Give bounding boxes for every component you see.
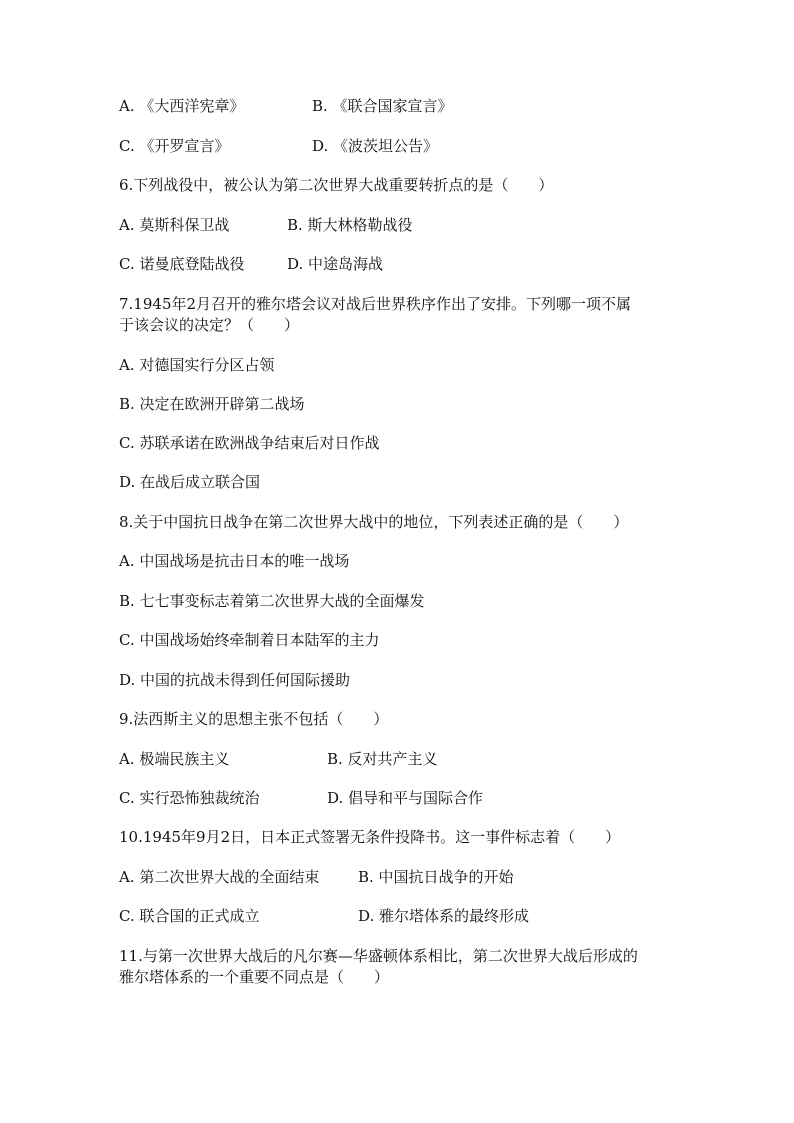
q7-option-c: C. 苏联承诺在欧洲战争结束后对日作战	[119, 434, 380, 452]
q9-option-d: D. 倡导和平与国际合作	[327, 789, 484, 807]
q6-option-a: A. 莫斯科保卫战	[119, 216, 230, 234]
q5-option-c: C. 《开罗宣言》	[119, 137, 230, 155]
q7-stem-line2: 于该会议的决定？（ ）	[119, 316, 300, 334]
q10-stem: 10.1945年9月2日，日本正式签署无条件投降书。这一事件标志着（ ）	[119, 828, 621, 846]
q5-option-b: B. 《联合国家宣言》	[312, 97, 453, 115]
q9-stem: 9.法西斯主义的思想主张不包括（ ）	[119, 710, 389, 728]
q8-stem: 8.关于中国抗日战争在第二次世界大战中的地位，下列表述正确的是（ ）	[119, 513, 629, 531]
q11-stem-line2: 雅尔塔体系的一个重要不同点是（ ）	[119, 968, 390, 986]
q6-option-d: D. 中途岛海战	[287, 255, 384, 273]
q9-option-c: C. 实行恐怖独裁统治	[119, 789, 260, 807]
q5-option-d: D. 《波茨坦公告》	[312, 137, 439, 155]
q6-option-b: B. 斯大林格勒战役	[287, 216, 413, 234]
q8-option-c: C. 中国战场始终牵制着日本陆军的主力	[119, 631, 380, 649]
q7-option-a: A. 对德国实行分区占领	[119, 356, 275, 374]
q6-stem: 6.下列战役中，被公认为第二次世界大战重要转折点的是（ ）	[119, 176, 554, 194]
q9-option-a: A. 极端民族主义	[119, 750, 230, 768]
q7-option-b: B. 决定在欧洲开辟第二战场	[119, 395, 305, 413]
q10-option-d: D. 雅尔塔体系的最终形成	[358, 907, 530, 925]
q11-stem-line1: 11.与第一次世界大战后的凡尔赛—华盛顿体系相比，第二次世界大战后形成的	[119, 947, 638, 965]
q10-option-c: C. 联合国的正式成立	[119, 907, 260, 925]
q8-option-d: D. 中国的抗战未得到任何国际援助	[119, 671, 351, 689]
q10-option-a: A. 第二次世界大战的全面结束	[119, 868, 320, 886]
q8-option-b: B. 七七事变标志着第二次世界大战的全面爆发	[119, 592, 425, 610]
q5-option-a: A. 《大西洋宪章》	[119, 97, 245, 115]
q8-option-a: A. 中国战场是抗击日本的唯一战场	[119, 552, 350, 570]
q7-stem-line1: 7.1945年2月召开的雅尔塔会议对战后世界秩序作出了安排。下列哪一项不属	[119, 295, 632, 313]
q10-option-b: B. 中国抗日战争的开始	[358, 868, 514, 886]
q7-option-d: D. 在战后成立联合国	[119, 473, 261, 491]
q6-option-c: C. 诺曼底登陆战役	[119, 255, 245, 273]
q9-option-b: B. 反对共产主义	[327, 750, 438, 768]
